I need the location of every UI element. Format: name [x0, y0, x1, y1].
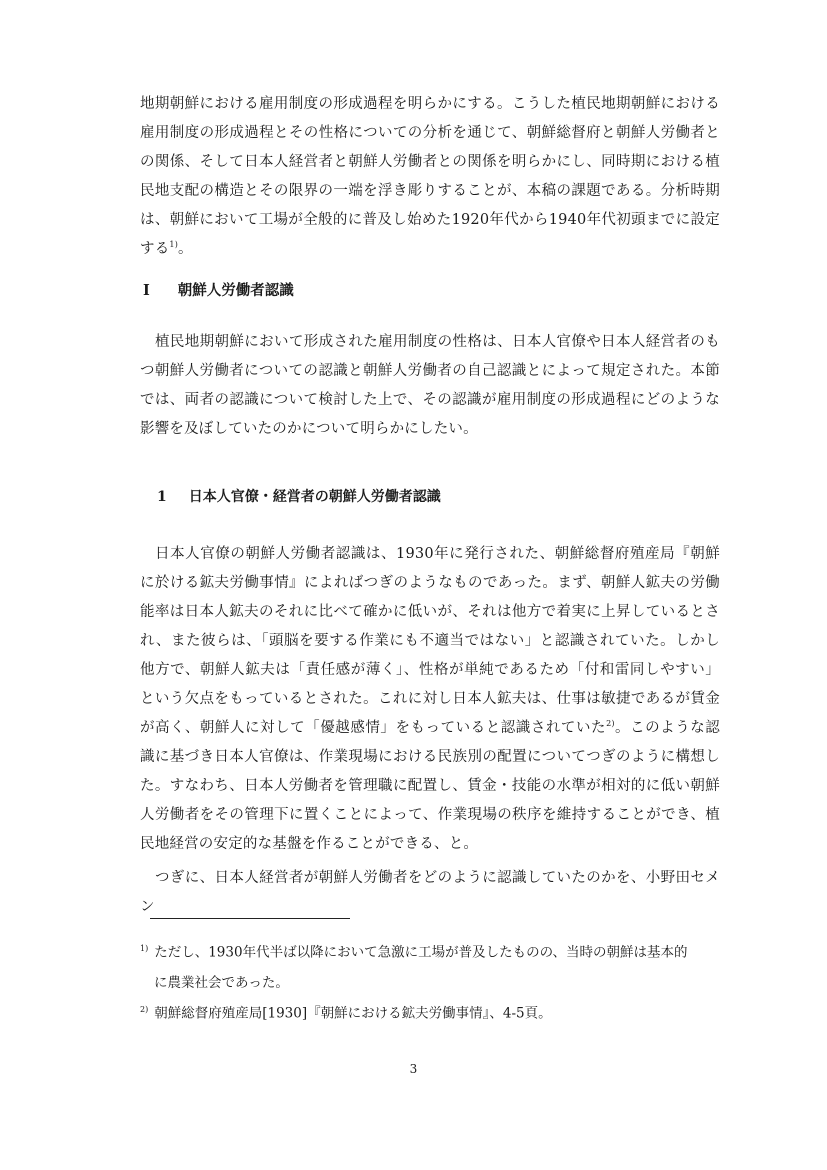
footnote-1-mark: 1): [140, 944, 149, 953]
subsection-body-paragraph: [140, 540, 720, 859]
subsection-title: 日本人官僚・経営者の朝鮮人労働者認識: [188, 489, 441, 505]
footnote-1-continuation: に農業社会であった。: [154, 974, 289, 991]
footnote-2: [140, 995, 725, 1029]
body-text-part1: 日本人官僚の朝鮮人労働者認識は、1930年に発行された、朝鮮総督府殖産局『朝鮮に於ける鉱夫労働事情』によればつぎのようなものであった。まず、朝鮮人鉱夫の労働能率は日本人鉱夫のそれに比べて確かに低いが、それは他方で着実に上昇しているとされ、また彼らは、「頭脳を要する作業にも不適当ではない」と認識されていた。しかし他方で、朝鮮人鉱夫は「責任感が薄く」、性格が単純であるため「付和雷同しやすい」という欠点をもっているとされた。これに対し日本人鉱夫は、仕事は敏捷であるが賃金が高く、朝鮮人に対して「優越感情」をもっていると認識されていた: [140, 546, 720, 736]
subsection-heading: [157, 487, 441, 507]
section-number: I: [143, 282, 150, 299]
section-heading: [143, 281, 294, 301]
body-text-part2: 。このような認識に基づき日本人官僚は、作業現場における民族別の配置についてつぎのように構想した。すなわち、日本人労働者を管理職に配置し、賃金・技能の水準が相対的に低い朝鮮人労働者をその管理下に置くことによって、作業現場の秩序を維持することができ、植民地経営の安定的な基盤を作ることができる、と。: [140, 720, 720, 852]
footnote-ref-2: 2): [606, 719, 615, 729]
footnote-1-text: ただし、1930年代半ば以降において急激に工場が普及したものの、当時の朝鮮は基本的: [154, 944, 688, 961]
intro-paragraph: [140, 90, 720, 264]
footnote-2-mark: 2): [140, 1005, 149, 1014]
intro-end: 。: [178, 241, 193, 257]
section-intro-paragraph: 植民地期朝鮮において形成された雇用制度の性格は、日本人官僚や日本人経営者のもつ朝鮮人労働者についての認識と朝鮮人労働者の自己認識とによって規定された。本節では、両者の認識について検討した上で、その認識が雇用制度の形成過程にどのような影響を及ぼしていたのかについて明らかにしたい。: [140, 334, 720, 437]
footnote-ref-1: 1): [169, 240, 179, 250]
footnote-divider: [150, 918, 350, 919]
footnote-2-text: 朝鮮総督府殖産局[1930]『朝鮮における鉱夫労働事情』、4-5頁。: [154, 1005, 552, 1022]
page-number: 3: [409, 1062, 418, 1076]
next-paragraph: つぎに、日本人経営者が朝鮮人労働者をどのように認識していたのかを、小野田セメン: [140, 870, 720, 915]
intro-text: 地期朝鮮における雇用制度の形成過程を明らかにする。こうした植民地期朝鮮における雇用制度の形成過程とその性格についての分析を通じて、朝鮮総督府と朝鮮人労働者との関係、そして日本人経営者と朝鮮人労働者との関係を明らかにし、同時期における植民地支配の構造とその限界の一端を浮き彫りすることが、本稿の課題である。分析時期は、朝鮮において工場が全般的に普及し始めた1920年代から1940年代初頭までに設定する: [140, 96, 720, 257]
footnote-1: [140, 934, 725, 998]
section-title: 朝鮮人労働者認識: [177, 282, 294, 299]
subsection-number: 1: [157, 489, 167, 505]
